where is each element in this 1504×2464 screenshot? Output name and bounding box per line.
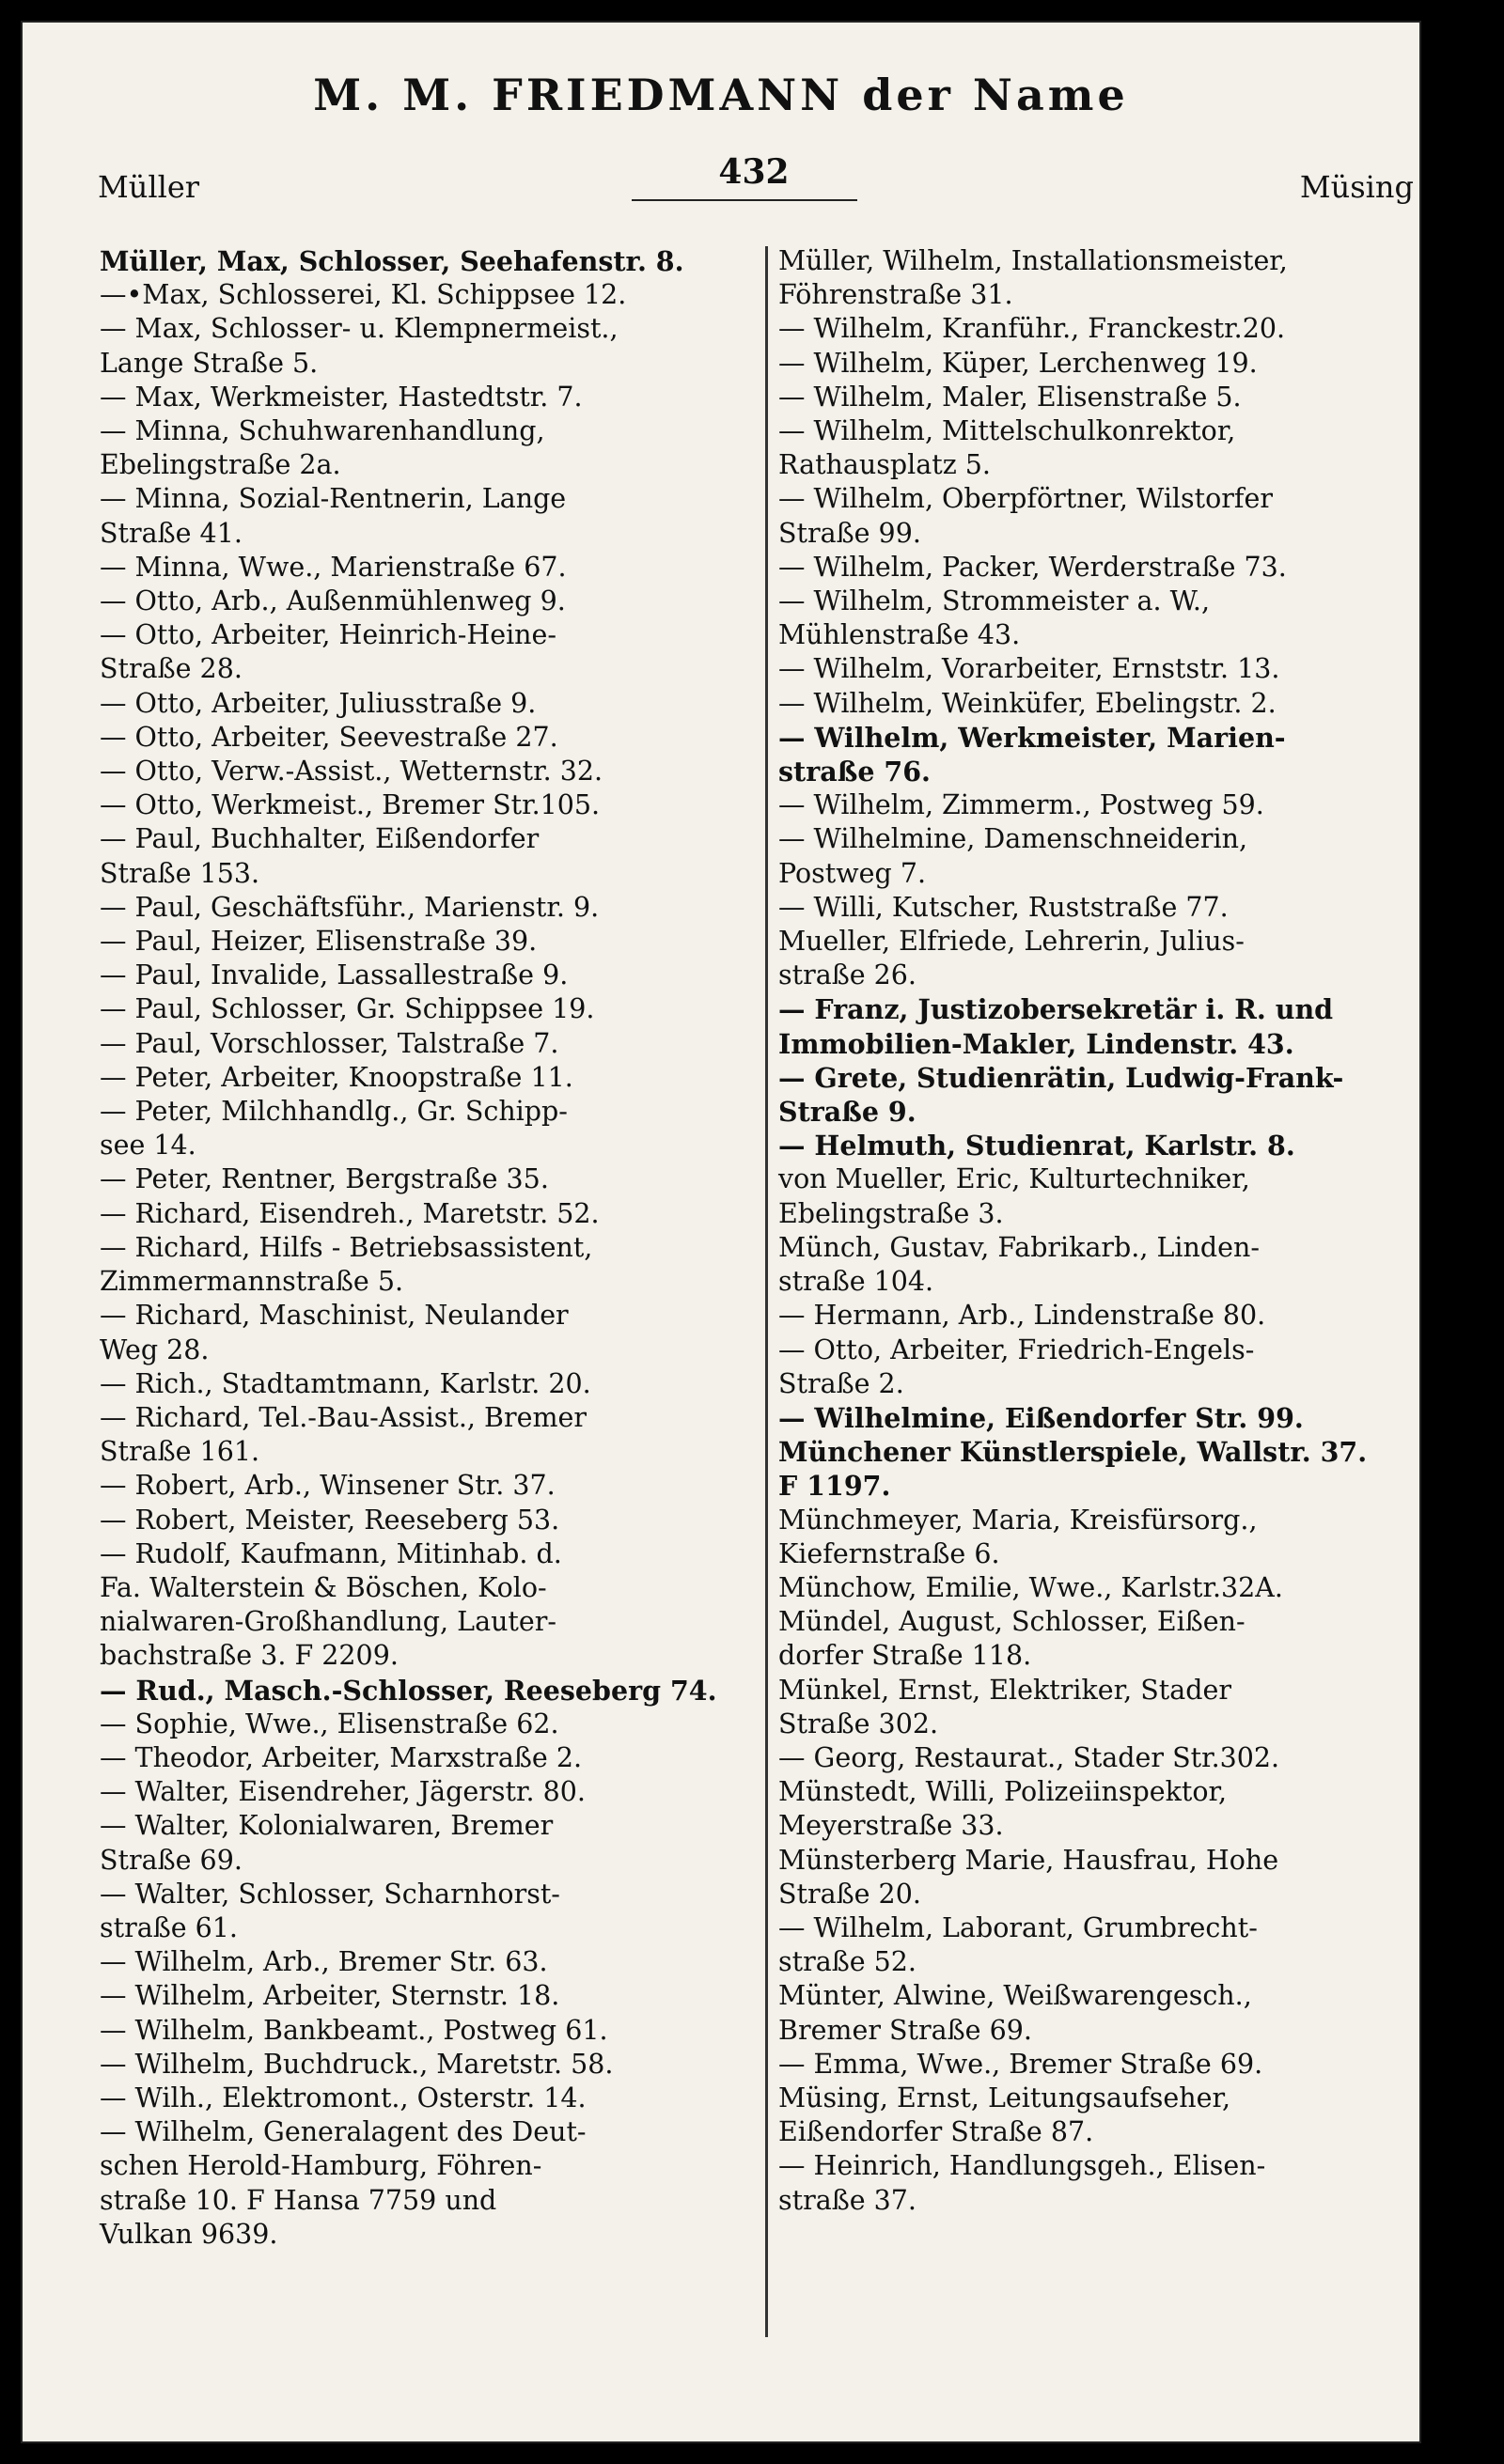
entry-line: — Paul, Schlosser, Gr. Schippsee 19. — [100, 993, 595, 1025]
entry-line: Münkel, Ernst, Elektriker, Stader — [778, 1674, 1231, 1706]
column-divider — [765, 246, 768, 2337]
directory-entry — [100, 1197, 743, 1231]
entry-line: see 14. — [100, 1130, 196, 1162]
entry-line: Straße 161. — [100, 1436, 260, 1468]
directory-entry — [100, 1162, 743, 1196]
entry-line: — Wilhelm, Arbeiter, Sternstr. 18. — [100, 1980, 560, 2012]
entry-line: — Max, Schlosser- u. Klempnermeist., — [100, 313, 619, 345]
directory-entry — [778, 1504, 1399, 1571]
directory-entry — [778, 1674, 1399, 1741]
entry-line: — Otto, Arbeiter, Friedrich-Engels- — [778, 1333, 1255, 1365]
directory-entry — [778, 1401, 1399, 1435]
entry-line: Fa. Walterstein & Böschen, Kolo- — [100, 1571, 547, 1603]
entry-line: — Peter, Milchhandlg., Gr. Schipp- — [100, 1096, 568, 1128]
entry-line: — Wilhelm, Bankbeamt., Postweg 61. — [100, 2014, 608, 2046]
directory-entry — [778, 652, 1399, 686]
directory-entry — [778, 1299, 1399, 1333]
entry-line: nialwaren-Großhandlung, Lauter- — [100, 1606, 557, 1638]
entry-line: — Wilhelm, Arb., Bremer Str. 63. — [100, 1946, 548, 1978]
directory-entry — [778, 925, 1399, 992]
entry-line: straße 52. — [778, 1946, 916, 1978]
directory-entry — [100, 1367, 743, 1401]
entry-line: Mündel, August, Schlosser, Eißen- — [778, 1606, 1246, 1638]
entry-line: — Walter, Eisendreher, Jägerstr. 80. — [100, 1776, 586, 1808]
directory-entry — [778, 1435, 1399, 1503]
entry-line: — Grete, Studienrätin, Ludwig-Frank- — [778, 1061, 1344, 1094]
directory-entry — [100, 585, 743, 618]
entry-line: Straße 69. — [100, 1844, 243, 1876]
directory-entry — [778, 687, 1399, 721]
entry-line: Münchmeyer, Maria, Kreisfürsorg., — [778, 1504, 1258, 1536]
entry-line: — Otto, Arb., Außenmühlenweg 9. — [100, 585, 566, 617]
entry-line: straße 10. F Hansa 7759 und — [100, 2184, 497, 2216]
directory-entry — [100, 482, 743, 550]
entry-line: Ebelingstraße 3. — [778, 1197, 1004, 1229]
directory-entry — [100, 1809, 743, 1877]
directory-entry — [100, 1299, 743, 1366]
entry-line: dorfer Straße 118. — [778, 1640, 1032, 1672]
entry-line: straße 76. — [778, 756, 931, 788]
entry-line: Müller, Max, Schlosser, Seehafenstr. 8. — [100, 245, 684, 277]
directory-entry — [778, 414, 1399, 482]
entry-line: Straße 99. — [778, 517, 921, 549]
directory-entry — [778, 2048, 1399, 2082]
left-column — [100, 244, 743, 2252]
directory-entry — [100, 1469, 743, 1503]
entry-line: Straße 20. — [778, 1878, 921, 1910]
entry-line: — Robert, Arb., Winsener Str. 37. — [100, 1470, 556, 1502]
entry-line: — Paul, Vorschlosser, Talstraße 7. — [100, 1027, 559, 1059]
entry-line: Eißendorfer Straße 87. — [778, 2116, 1094, 2148]
directory-entry — [100, 244, 743, 278]
directory-entry — [100, 822, 743, 890]
entry-line: — Otto, Werkmeist., Bremer Str.105. — [100, 789, 601, 821]
directory-entry — [778, 585, 1399, 652]
entry-line: — Richard, Hilfs - Betriebsassistent, — [100, 1231, 593, 1263]
entry-line: Rathausplatz 5. — [778, 449, 991, 481]
directory-entry — [778, 2149, 1399, 2217]
entry-line: — Hermann, Arb., Lindenstraße 80. — [778, 1300, 1266, 1332]
entry-line: straße 37. — [778, 2184, 916, 2216]
directory-entry — [100, 788, 743, 822]
directory-entry — [100, 2014, 743, 2048]
entry-line: — Richard, Maschinist, Neulander — [100, 1300, 569, 1332]
directory-entry — [100, 721, 743, 755]
entry-line: — Wilhelm, Werkmeister, Marien- — [778, 721, 1286, 754]
entry-line: — Wilhelm, Kranführ., Franckestr.20. — [778, 313, 1286, 345]
directory-entry — [100, 1945, 743, 1979]
directory-entry — [100, 414, 743, 482]
entry-line: Ebelingstraße 2a. — [100, 449, 341, 481]
entry-line: — Wilhelm, Weinküfer, Ebelingstr. 2. — [778, 687, 1277, 719]
entry-line: — Franz, Justizobersekretär i. R. und — [778, 993, 1334, 1026]
directory-entry — [778, 244, 1399, 312]
entry-line: — Minna, Wwe., Marienstraße 67. — [100, 551, 567, 583]
entry-line: — Peter, Arbeiter, Knoopstraße 11. — [100, 1061, 573, 1093]
entry-line: — Wilhelm, Packer, Werderstraße 73. — [778, 551, 1287, 583]
directory-entry — [100, 618, 743, 686]
directory-entry — [100, 1775, 743, 1809]
directory-entry — [100, 1061, 743, 1095]
entry-line: straße 61. — [100, 1911, 238, 1943]
directory-entry — [778, 1605, 1399, 1673]
directory-entry — [778, 721, 1399, 788]
directory-entry — [778, 1061, 1399, 1129]
entry-line: straße 26. — [778, 959, 916, 991]
directory-entry — [778, 1162, 1399, 1230]
entry-line: — Otto, Verw.-Assist., Wetternstr. 32. — [100, 756, 603, 788]
entry-line: — Max, Werkmeister, Hastedtstr. 7. — [100, 381, 583, 413]
entry-line: Immobilien-Makler, Lindenstr. 43. — [778, 1027, 1294, 1060]
directory-entry — [100, 992, 743, 1026]
entry-line: Straße 302. — [778, 1708, 939, 1739]
entry-line: — Walter, Schlosser, Scharnhorst- — [100, 1878, 560, 1910]
entry-line: — Theodor, Arbeiter, Marxstraße 2. — [100, 1741, 583, 1773]
header-rule — [632, 199, 857, 201]
directory-entry — [100, 278, 743, 312]
entry-line: — Otto, Arbeiter, Heinrich-Heine- — [100, 619, 557, 651]
entry-line: bachstraße 3. F 2209. — [100, 1640, 399, 1672]
entry-line: Straße 9. — [778, 1096, 916, 1129]
directory-entry — [100, 891, 743, 925]
entry-line: F 1197. — [778, 1470, 891, 1503]
entry-line: — Wilh., Elektromont., Osterstr. 14. — [100, 2082, 587, 2113]
directory-entry — [100, 1878, 743, 1945]
entry-line: Mueller, Elfriede, Lehrerin, Julius- — [778, 926, 1245, 958]
entry-line: — Wilhelm, Oberpförtner, Wilstorfer — [778, 483, 1273, 515]
directory-entry — [778, 2082, 1399, 2149]
entry-line: Münstedt, Willi, Polizeiinspektor, — [778, 1776, 1228, 1808]
directory-entry — [778, 788, 1399, 822]
directory-entry — [100, 687, 743, 721]
directory-entry — [100, 1537, 743, 1674]
directory-entry — [778, 381, 1399, 414]
running-head-left: Müller — [98, 169, 200, 205]
directory-entry — [778, 992, 1399, 1060]
entry-line: — Robert, Meister, Reeseberg 53. — [100, 1504, 560, 1536]
entry-line: — Richard, Eisendreh., Maretstr. 52. — [100, 1197, 600, 1229]
entry-line: — Helmuth, Studienrat, Karlstr. 8. — [778, 1130, 1295, 1162]
entry-line: —•Max, Schlosserei, Kl. Schippsee 12. — [100, 279, 627, 311]
entry-line: — Sophie, Wwe., Elisenstraße 62. — [100, 1708, 559, 1739]
entry-line: Kiefernstraße 6. — [778, 1537, 1000, 1569]
entry-line: Münchener Künstlerspiele, Wallstr. 37. — [778, 1436, 1368, 1469]
entry-line: — Georg, Restaurat., Stader Str.302. — [778, 1741, 1280, 1773]
entry-line: Vulkan 9639. — [100, 2218, 278, 2250]
directory-entry — [778, 822, 1399, 890]
directory-entry — [778, 347, 1399, 381]
directory-entry — [100, 1027, 743, 1061]
running-head-right: Müsing — [1299, 169, 1414, 205]
entry-line: Weg 28. — [100, 1333, 210, 1365]
entry-line: Straße 28. — [100, 653, 243, 685]
entry-line: Lange Straße 5. — [100, 347, 319, 379]
entry-line: Bremer Straße 69. — [778, 2014, 1032, 2046]
entry-line: — Richard, Tel.-Bau-Assist., Bremer — [100, 1401, 587, 1433]
entry-line: Meyerstraße 33. — [778, 1810, 1004, 1842]
directory-entry — [778, 1741, 1399, 1775]
directory-entry — [100, 381, 743, 414]
entry-line: — Paul, Invalide, Lassallestraße 9. — [100, 959, 569, 991]
directory-entry — [100, 1095, 743, 1162]
entry-line: — Wilhelm, Mittelschulkonrektor, — [778, 415, 1236, 447]
directory-entry — [100, 2115, 743, 2252]
directory-entry — [100, 1401, 743, 1469]
entry-line: schen Herold-Hamburg, Föhren- — [100, 2150, 542, 2182]
directory-entry — [100, 312, 743, 380]
entry-line: — Paul, Geschäftsführ., Marienstr. 9. — [100, 891, 600, 923]
right-column — [778, 244, 1399, 2218]
entry-line: — Paul, Heizer, Elisenstraße 39. — [100, 926, 538, 958]
directory-entry — [778, 1844, 1399, 1911]
entry-line: — Otto, Arbeiter, Juliusstraße 9. — [100, 687, 537, 719]
entry-line: Müller, Wilhelm, Installationsmeister, — [778, 245, 1288, 276]
directory-entry — [778, 1333, 1399, 1401]
directory-entry — [778, 551, 1399, 585]
entry-line: — Emma, Wwe., Bremer Straße 69. — [778, 2048, 1263, 2080]
entry-line: — Wilhelmine, Damenschneiderin, — [778, 823, 1248, 855]
entry-line: von Mueller, Eric, Kulturtechniker, — [778, 1163, 1250, 1195]
entry-line: Münter, Alwine, Weißwarengesch., — [778, 1980, 1252, 2012]
entry-line: — Wilhelm, Küper, Lerchenweg 19. — [778, 347, 1258, 379]
directory-entry — [778, 1129, 1399, 1162]
entry-line: — Wilhelm, Strommeister a. W., — [778, 585, 1211, 617]
directory-page — [21, 21, 1421, 2443]
entry-line: Mühlenstraße 43. — [778, 619, 1021, 651]
entry-line: — Rud., Masch.-Schlosser, Reeseberg 74. — [100, 1674, 717, 1707]
directory-entry — [100, 959, 743, 992]
entry-line: Münsterberg Marie, Hausfrau, Hohe — [778, 1844, 1279, 1876]
entry-line: — Rudolf, Kaufmann, Mitinhab. d. — [100, 1537, 562, 1569]
entry-line: — Wilhelm, Vorarbeiter, Ernststr. 13. — [778, 653, 1280, 685]
entry-line: — Wilhelm, Generalagent des Deut- — [100, 2116, 587, 2148]
directory-entry — [778, 1231, 1399, 1299]
entry-line: — Willi, Kutscher, Ruststraße 77. — [778, 891, 1229, 923]
directory-entry — [778, 1775, 1399, 1843]
directory-entry — [100, 1979, 743, 2013]
entry-line: Müsing, Ernst, Leitungsaufseher, — [778, 2082, 1231, 2113]
entry-line: — Walter, Kolonialwaren, Bremer — [100, 1810, 554, 1842]
entry-line: — Wilhelm, Maler, Elisenstraße 5. — [778, 381, 1242, 413]
directory-entry — [778, 1571, 1399, 1605]
entry-line: — Wilhelm, Buchdruck., Maretstr. 58. — [100, 2048, 614, 2080]
directory-entry — [100, 1674, 743, 1708]
entry-line: Postweg 7. — [778, 857, 927, 889]
directory-entry — [100, 2082, 743, 2115]
entry-line: — Peter, Rentner, Bergstraße 35. — [100, 1163, 549, 1195]
entry-line: — Minna, Schuhwarenhandlung, — [100, 415, 545, 447]
directory-entry — [100, 755, 743, 788]
directory-entry — [100, 925, 743, 959]
entry-line: — Paul, Buchhalter, Eißendorfer — [100, 823, 540, 855]
directory-entry — [778, 1911, 1399, 1979]
entry-line: Zimmermannstraße 5. — [100, 1266, 404, 1298]
entry-line: — Wilhelm, Zimmerm., Postweg 59. — [778, 789, 1264, 821]
entry-line: Münch, Gustav, Fabrikarb., Linden- — [778, 1231, 1260, 1263]
entry-line: Föhrenstraße 31. — [778, 279, 1013, 311]
directory-entry — [100, 551, 743, 585]
directory-entry — [100, 1741, 743, 1775]
directory-entry — [100, 1231, 743, 1299]
entry-line: — Minna, Sozial-Rentnerin, Lange — [100, 483, 567, 515]
entry-line: Straße 2. — [778, 1367, 904, 1399]
directory-entry — [100, 1504, 743, 1537]
entry-line: straße 104. — [778, 1266, 934, 1298]
entry-line: Straße 153. — [100, 857, 260, 889]
entry-line: — Otto, Arbeiter, Seevestraße 27. — [100, 721, 558, 753]
directory-entry — [778, 482, 1399, 550]
directory-entry — [100, 2048, 743, 2082]
entry-line: — Wilhelmine, Eißendorfer Str. 99. — [778, 1401, 1304, 1434]
page-number: 432 — [718, 152, 790, 192]
directory-entry — [778, 1979, 1399, 2047]
advertisement-banner: M. M. FRIEDMANN der Name — [313, 70, 1129, 120]
entry-line: Münchow, Emilie, Wwe., Karlstr.32A. — [778, 1571, 1283, 1603]
entry-line: — Wilhelm, Laborant, Grumbrecht- — [778, 1911, 1258, 1943]
directory-entry — [100, 1708, 743, 1741]
entry-line: — Heinrich, Handlungsgeh., Elisen- — [778, 2150, 1266, 2182]
entry-line: — Rich., Stadtamtmann, Karlstr. 20. — [100, 1367, 591, 1399]
directory-entry — [778, 312, 1399, 346]
directory-entry — [778, 891, 1399, 925]
entry-line: Straße 41. — [100, 517, 243, 549]
